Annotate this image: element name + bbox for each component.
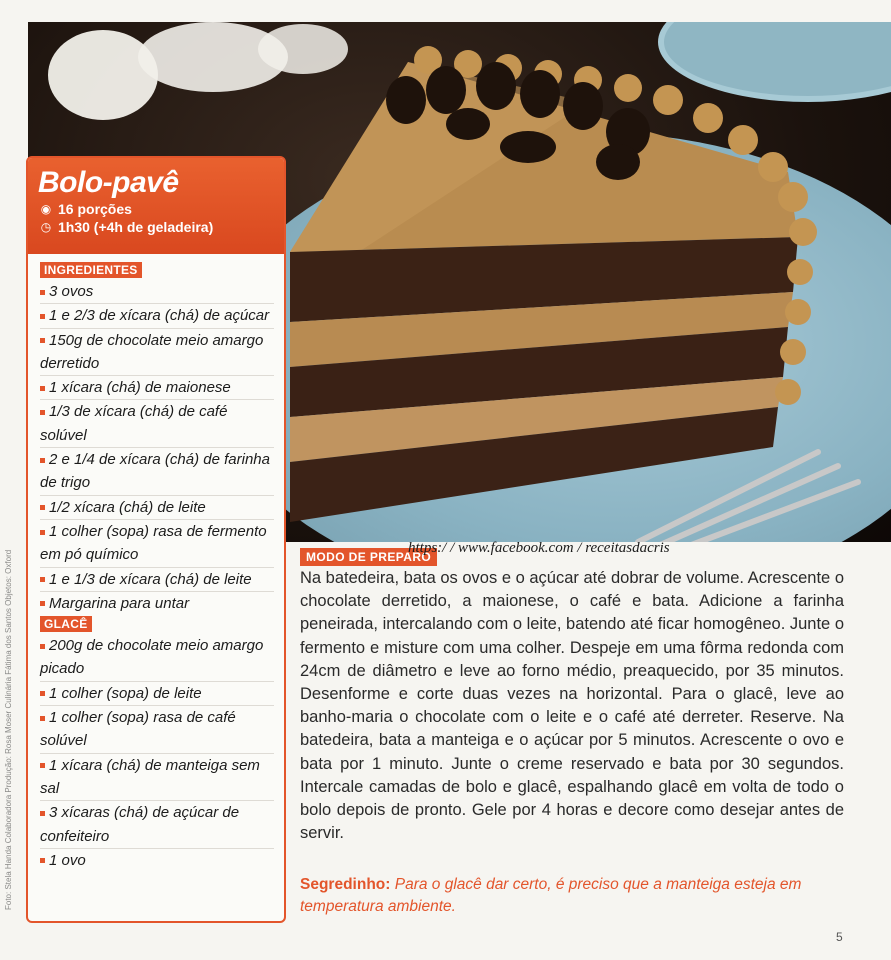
photo-credits-text: Foto: Stela Handa Colaboradora Produção: Rosa Moser Culinária Fátima dos Santos Objetos: Oxford <box>4 549 13 910</box>
ingredient-text: 1 colher (sopa) rasa de fermento em pó químico <box>40 522 267 564</box>
bullet-icon <box>40 858 45 863</box>
ingredient-text: 1 e 1/3 de xícara (chá) de leite <box>49 570 252 588</box>
ingredient-text: 3 xícaras (chá) de açúcar de confeiteiro <box>40 804 240 845</box>
bullet-icon <box>40 601 45 606</box>
bullet-icon <box>40 763 45 768</box>
ingredient-text: 1 colher (sopa) rasa de café solúvel <box>40 709 236 750</box>
ingredient-text: Margarina para untar <box>49 594 190 612</box>
bullet-icon <box>40 338 45 343</box>
ingredient-item <box>40 682 274 706</box>
ingredient-text: 1 ovo <box>49 851 86 869</box>
bullet-icon <box>40 410 45 415</box>
page-number: 5 <box>836 930 843 944</box>
plate-icon: ◉ <box>40 202 52 216</box>
ingredients-label: INGREDIENTES <box>40 262 142 278</box>
recipe-header <box>28 158 284 254</box>
ingredient-text: 1 xícara (chá) de manteiga sem sal <box>40 756 260 797</box>
recipe-card <box>26 156 286 923</box>
ingredient-text: 150g de chocolate meio amargo derretido <box>40 331 264 372</box>
ingredient-text: 1 e 2/3 de xícara (chá) de açúcar <box>49 307 270 325</box>
glace-list <box>28 634 284 872</box>
servings-row <box>38 200 274 218</box>
ingredient-text: 1 colher (sopa) de leite <box>49 684 202 702</box>
ingredient-item <box>40 634 274 682</box>
recipe-title: Bolo-pavê <box>38 166 179 199</box>
ingredient-item <box>40 400 274 448</box>
glace-label: GLACÊ <box>40 616 92 632</box>
facebook-watermark: https:/ / www.facebook.com / receitasdacris <box>408 540 670 556</box>
tip-label: Segredinho: <box>300 876 391 893</box>
tip-text: Para o glacê dar certo, é preciso que a manteiga esteja em temperatura ambiente. <box>300 876 802 915</box>
ingredient-item <box>40 706 274 754</box>
bullet-icon <box>40 644 45 649</box>
ingredient-item <box>40 448 274 496</box>
time-text: 1h30 (+4h de geladeira) <box>58 219 214 235</box>
ingredient-item <box>40 568 274 592</box>
ingredient-item <box>40 280 274 304</box>
bullet-icon <box>40 505 45 510</box>
bullet-icon <box>40 716 45 721</box>
bullet-icon <box>40 386 45 391</box>
tip-paragraph <box>300 874 844 918</box>
ingredient-item <box>40 329 274 377</box>
prep-label: MODO DE PREPARO <box>300 548 437 566</box>
photo-credits <box>4 430 16 910</box>
ingredient-item <box>40 496 274 520</box>
ingredient-text: 1/2 xícara (chá) de leite <box>49 498 206 516</box>
ingredient-text: 3 ovos <box>49 283 94 300</box>
ingredient-text: 2 e 1/4 de xícara (chá) de farinha de trigo <box>40 451 270 492</box>
ingredient-item <box>40 304 274 328</box>
ingredient-text: 1 xícara (chá) de maionese <box>49 379 231 397</box>
ingredient-text: 1/3 de xícara (chá) de café solúvel <box>40 403 228 444</box>
bullet-icon <box>40 691 45 696</box>
ingredient-item <box>40 754 274 802</box>
bullet-icon <box>40 811 45 816</box>
ingredient-text: 200g de chocolate meio amargo picado <box>40 637 264 678</box>
ingredient-item <box>40 592 274 615</box>
clock-icon: ◷ <box>40 220 52 234</box>
ingredient-item <box>40 849 274 872</box>
preparation-text: Na batedeira, bata os ovos e o açúcar até dobrar de volume. Acrescente o chocolate derretido, a maionese, o café e bata. Adicione a farinha peneirada, intercalando com o leite, batendo até ficar homogêneo. Junte o fermento e misture com uma colher. Despeje em uma fôrma redonda com 24cm de diâmetro e leve ao forno médio, preaquecido, por 35 minutos. Desenforme e corte duas vezes na horizontal. Para o glacê, leve ao banho-maria o chocolate com o leite e o café até derreter. Reserve. Na batedeira, bata a manteiga e o açúcar por 5 minutos. Acrescente o ovo e bata por 1 minuto. Junte o creme reservado e bata por 30 segundos. Intercale camadas de bolo e glacê, espalhando glacê em volta de todo o bolo depois de pronto. Gele por 4 horas e decore como desejar antes de servir. <box>300 569 844 843</box>
time-row <box>38 218 274 236</box>
ingredient-item <box>40 376 274 400</box>
ingredients-list <box>28 280 284 615</box>
bullet-icon <box>40 577 45 582</box>
bullet-icon <box>40 530 45 535</box>
bullet-icon <box>40 314 45 319</box>
bullet-icon <box>40 458 45 463</box>
fork <box>628 442 888 542</box>
ingredient-item <box>40 801 274 849</box>
bullet-icon <box>40 290 45 295</box>
servings-text: 16 porções <box>58 201 132 217</box>
ingredient-item <box>40 520 274 568</box>
